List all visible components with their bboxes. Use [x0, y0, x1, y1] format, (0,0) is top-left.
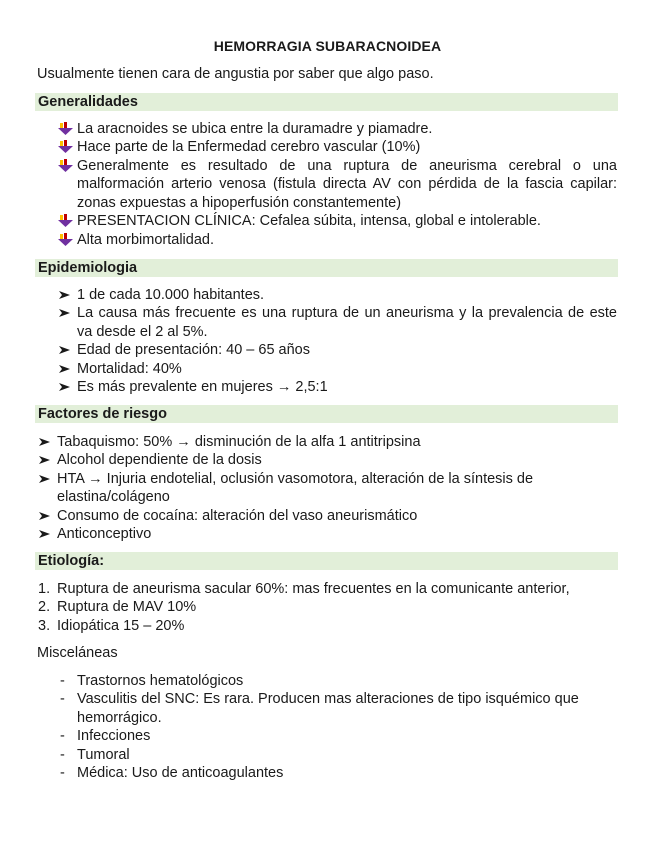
list-item: Ruptura de aneurisma sacular 60%: mas frecuentes en la comunicante anterior,	[57, 581, 570, 597]
dash-bullet: -	[60, 747, 65, 763]
arrowhead-bullet-icon	[58, 378, 72, 396]
list-item: Tabaquismo: 50% → disminución de la alfa 1 antitripsina	[57, 434, 421, 450]
list-number: 1.	[38, 581, 51, 597]
arrow-bullet-icon	[57, 157, 73, 175]
list-item: Anticonceptivo	[57, 526, 152, 542]
list-item-line: HTA → Injuria endotelial, oclusión vasomotora, alteración de la síntesis de	[57, 471, 534, 487]
list-item: Médica: Uso de anticoagulantes	[77, 765, 284, 781]
arrow-bullet-icon	[57, 231, 73, 249]
section-heading-text: Epidemiologia	[38, 260, 138, 276]
list-item: Idiopática 15 – 20%	[57, 618, 185, 634]
list-item: Alta morbimortalidad.	[77, 232, 214, 248]
list-item: Es más prevalente en mujeres → 2,5:1	[77, 379, 328, 395]
list-item: Consumo de cocaína: alteración del vaso aneurismático	[57, 508, 418, 524]
section-heading-generalidades	[35, 93, 618, 111]
section-heading-text: Factores de riesgo	[38, 406, 167, 422]
dash-bullet: -	[60, 691, 65, 707]
arrow-bullet-icon	[57, 212, 73, 230]
list-item-line: hemorrágico.	[77, 710, 162, 726]
section-heading-factores	[35, 405, 618, 423]
list-item: Alcohol dependiente de la dosis	[57, 452, 262, 468]
list-item-line: zonas expuestas a hipoperfusión constantemente)	[77, 195, 402, 211]
list-item: PRESENTACION CLÍNICA: Cefalea súbita, intensa, global e intolerable.	[77, 213, 541, 229]
list-item: La aracnoides se ubica entre la duramadre y piamadre.	[77, 121, 433, 137]
list-item: Ruptura de MAV 10%	[57, 599, 197, 615]
arrow-bullet-icon	[57, 120, 73, 138]
arrowhead-bullet-icon	[38, 470, 52, 488]
arrowhead-bullet-icon	[38, 433, 52, 451]
dash-bullet: -	[60, 728, 65, 744]
dash-bullet: -	[60, 673, 65, 689]
section-heading-text: Etiología:	[38, 553, 105, 569]
list-item: Mortalidad: 40%	[77, 361, 182, 377]
arrow-bullet-icon	[57, 138, 73, 156]
list-number: 2.	[38, 599, 51, 615]
list-item-line: malformación arterio venosa (fistula directa AV con pérdida de la fascia capilar:	[77, 176, 617, 192]
arrowhead-bullet-icon	[58, 304, 72, 322]
list-item-line: Vasculitis del SNC: Es rara. Producen mas alteraciones de tipo isquémico que	[77, 691, 579, 707]
arrowhead-bullet-icon	[58, 341, 72, 359]
arrowhead-bullet-icon	[58, 360, 72, 378]
list-item-line: La causa más frecuente es una ruptura de un aneurisma y la prevalencia de este	[77, 305, 617, 321]
list-item: Edad de presentación: 40 – 65 años	[77, 342, 310, 358]
arrowhead-bullet-icon	[38, 451, 52, 469]
intro-text: Usualmente tienen cara de angustia por saber que algo paso.	[37, 66, 434, 82]
arrowhead-bullet-icon	[38, 525, 52, 543]
dash-bullet: -	[60, 765, 65, 781]
list-item: Tumoral	[77, 747, 130, 763]
list-item: 1 de cada 10.000 habitantes.	[77, 287, 265, 303]
arrowhead-bullet-icon	[38, 507, 52, 525]
list-item: Hace parte de la Enfermedad cerebro vascular (10%)	[77, 139, 421, 155]
list-item-line: Generalmente es resultado de una ruptura de aneurisma cerebral o una	[77, 158, 617, 174]
list-item: Infecciones	[77, 728, 151, 744]
list-item: Trastornos hematológicos	[77, 673, 244, 689]
section-heading-epidemiologia	[35, 259, 618, 277]
arrowhead-bullet-icon	[58, 286, 72, 304]
list-item-line: va desde el 2 al 5%.	[77, 324, 208, 340]
section-heading-etiologia	[35, 552, 618, 570]
list-number: 3.	[38, 618, 51, 634]
section-heading-text: Generalidades	[38, 94, 138, 110]
page-title: HEMORRAGIA SUBARACNOIDEA	[213, 38, 442, 54]
list-item-line: elastina/colágeno	[57, 489, 170, 505]
subsection-heading-miscelaneas: Misceláneas	[37, 645, 118, 661]
